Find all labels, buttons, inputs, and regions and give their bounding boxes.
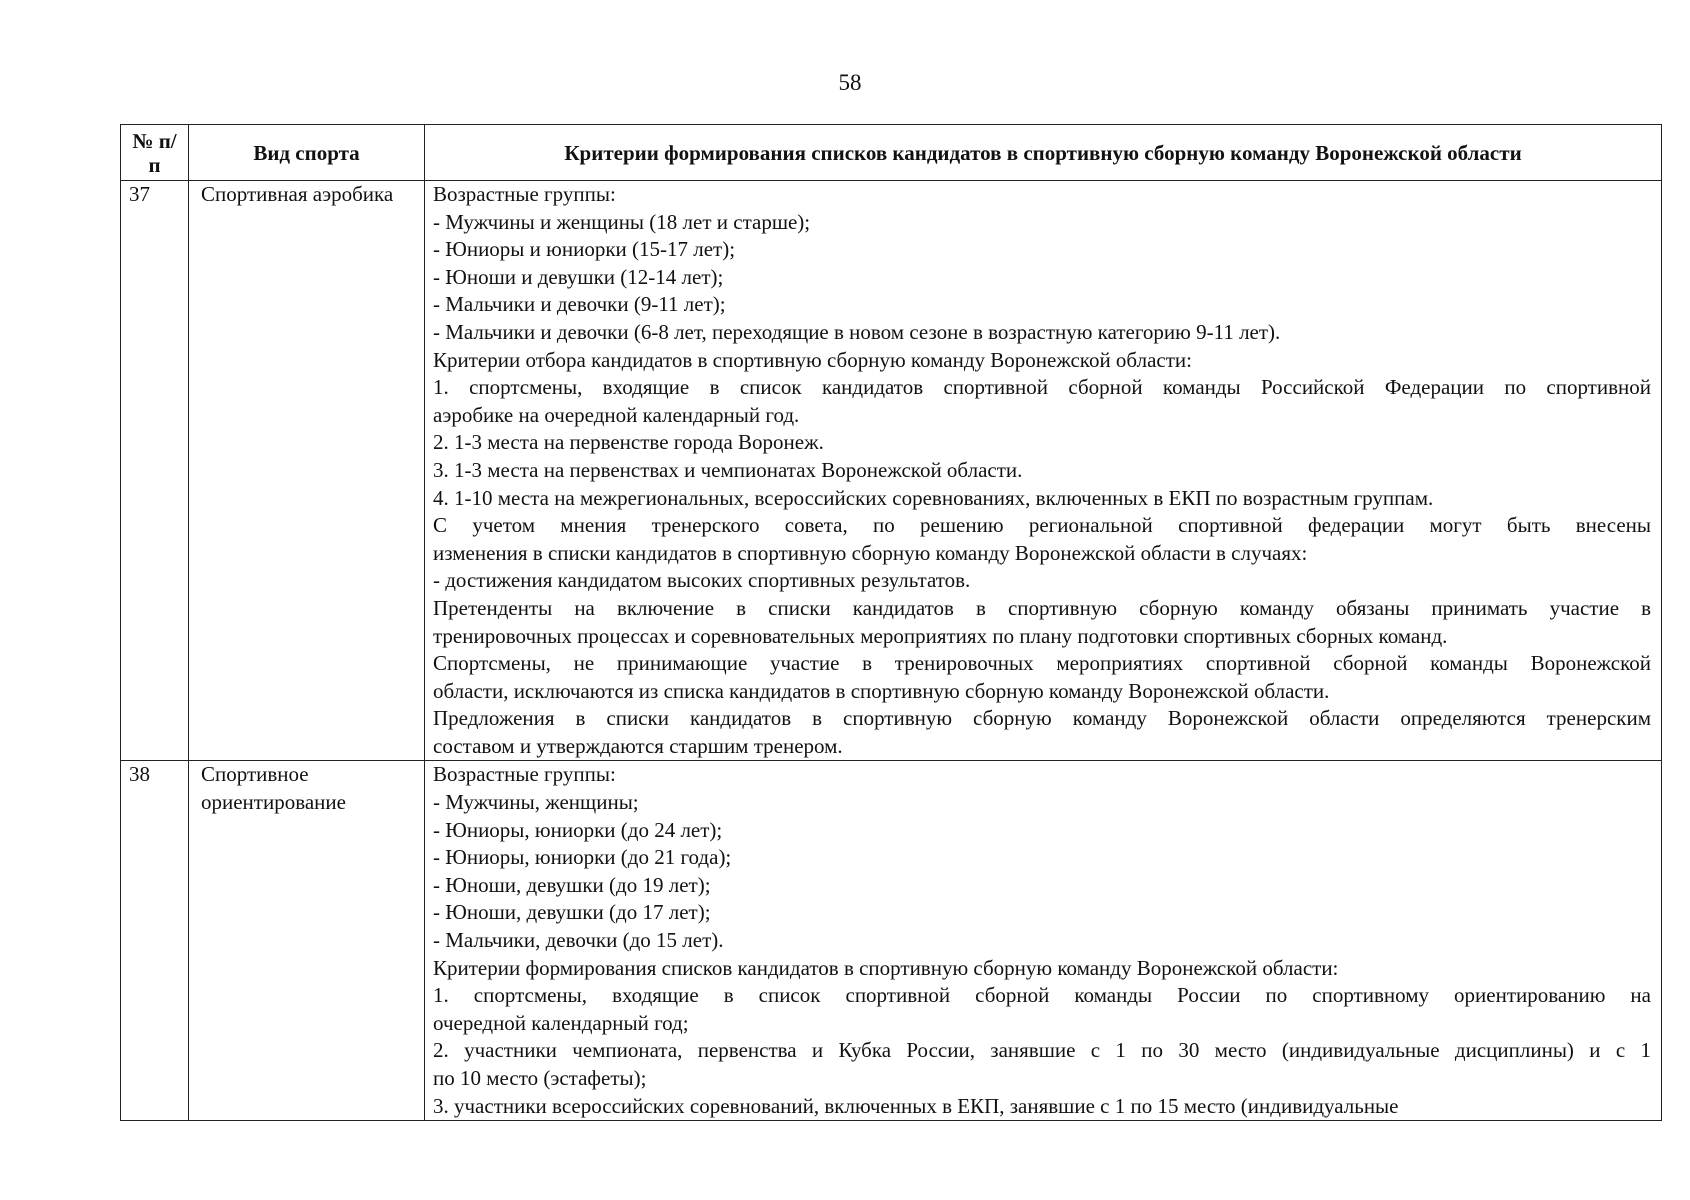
criteria-line: Критерии формирования списков кандидатов в спортивную сборную команду Воронежской области: (433, 955, 1339, 980)
criteria-line: - Юниоры, юниорки (до 24 лет); (433, 817, 723, 842)
criteria-line: - Мужчины и женщины (18 лет и старше); (433, 209, 811, 234)
criteria-line: 3. участники всероссийских соревнований, включенных в ЕКП, занявшие с 1 по 15 место (индивидуальные (433, 1093, 1399, 1118)
criteria-line: 2. участники чемпионата, первенства и Кубка России, занявшие с 1 по 30 место (индивидуальные дисциплины) и с 1 (433, 1038, 1651, 1063)
criteria-line: Предложения в списки кандидатов в спортивную сборную команду Воронежской области определяются тренерским (433, 706, 1651, 731)
row-sport: Спортивная аэробика (189, 181, 425, 761)
criteria-line: - Юноши, девушки (до 17 лет); (433, 900, 711, 925)
table-header-row (121, 125, 1662, 181)
criteria-line: - Юноши, девушки (до 19 лет); (433, 872, 711, 897)
criteria-line: 1. спортсмены, входящие в список кандидатов спортивной сборной команды Российской Федерации по спортивной (433, 375, 1651, 400)
criteria-line: - Мальчики и девочки (9-11 лет); (433, 292, 726, 317)
criteria-line: тренировочных процессах и соревновательных мероприятиях по плану подготовки спортивных сборных команд. (433, 623, 1448, 648)
row-num: 37 (121, 181, 189, 761)
header-criteria: Критерии формирования списков кандидатов в спортивную сборную команду Воронежской области (425, 125, 1662, 181)
criteria-line: 3. 1-3 места на первенствах и чемпионатах Воронежской области. (433, 457, 1023, 482)
criteria-line: аэробике на очередной календарный год. (433, 402, 800, 427)
row-sport: Спортивное ориентирование (189, 761, 425, 1121)
criteria-line: по 10 место (эстафеты); (433, 1066, 647, 1090)
criteria-line: - достижения кандидатом высоких спортивных результатов. (433, 568, 971, 593)
criteria-line: Возрастные группы: (433, 182, 616, 206)
row-num: 38 (121, 761, 189, 1121)
criteria-line: - Мужчины, женщины; (433, 790, 639, 815)
criteria-table (120, 124, 1662, 1121)
table-row (121, 761, 1662, 1121)
criteria-line: 2. 1-3 места на первенстве города Воронеж. (433, 430, 824, 455)
criteria-line: С учетом мнения тренерского совета, по решению региональной спортивной федерации могут быть внесены (433, 513, 1651, 538)
criteria-line: составом и утверждаются старшим тренером. (433, 733, 843, 758)
table-row (121, 181, 1662, 761)
row-criteria (425, 761, 1662, 1121)
criteria-line: - Мальчики, девочки (до 15 лет). (433, 928, 724, 953)
criteria-line: очередной календарный год; (433, 1010, 689, 1035)
criteria-line: 1. спортсмены, входящие в список спортивной сборной команды России по спортивному ориентированию на (433, 983, 1651, 1008)
criteria-line: - Юниоры и юниорки (15-17 лет); (433, 237, 736, 262)
criteria-line: Возрастные группы: (433, 762, 616, 787)
criteria-line: Спортсмены, не принимающие участие в тренировочных мероприятиях спортивной сборной команды Воронежской (433, 651, 1651, 676)
criteria-line: области, исключаются из списка кандидатов в спортивную сборную команду Воронежской области. (433, 678, 1330, 703)
criteria-line: Претенденты на включение в списки кандидатов в спортивную сборную команду обязаны принимать участие в (433, 595, 1651, 620)
header-num: № п/п (121, 125, 189, 181)
criteria-line: - Юниоры, юниорки (до 21 года); (433, 845, 732, 870)
criteria-line: изменения в списки кандидатов в спортивную сборную команду Воронежской области в случаях: (433, 540, 1308, 565)
criteria-line: - Юноши и девушки (12-14 лет); (433, 264, 724, 289)
page-number: 58 (838, 70, 862, 95)
criteria-line: - Мальчики и девочки (6-8 лет, переходящие в новом сезоне в возрастную категорию 9-11 лет). (433, 319, 1281, 344)
header-sport: Вид спорта (189, 125, 425, 181)
row-criteria (425, 181, 1662, 761)
criteria-line: Критерии отбора кандидатов в спортивную сборную команду Воронежской области: (433, 347, 1192, 372)
criteria-line: 4. 1-10 места на межрегиональных, всероссийских соревнованиях, включенных в ЕКП по возрастным группам. (433, 485, 1434, 510)
